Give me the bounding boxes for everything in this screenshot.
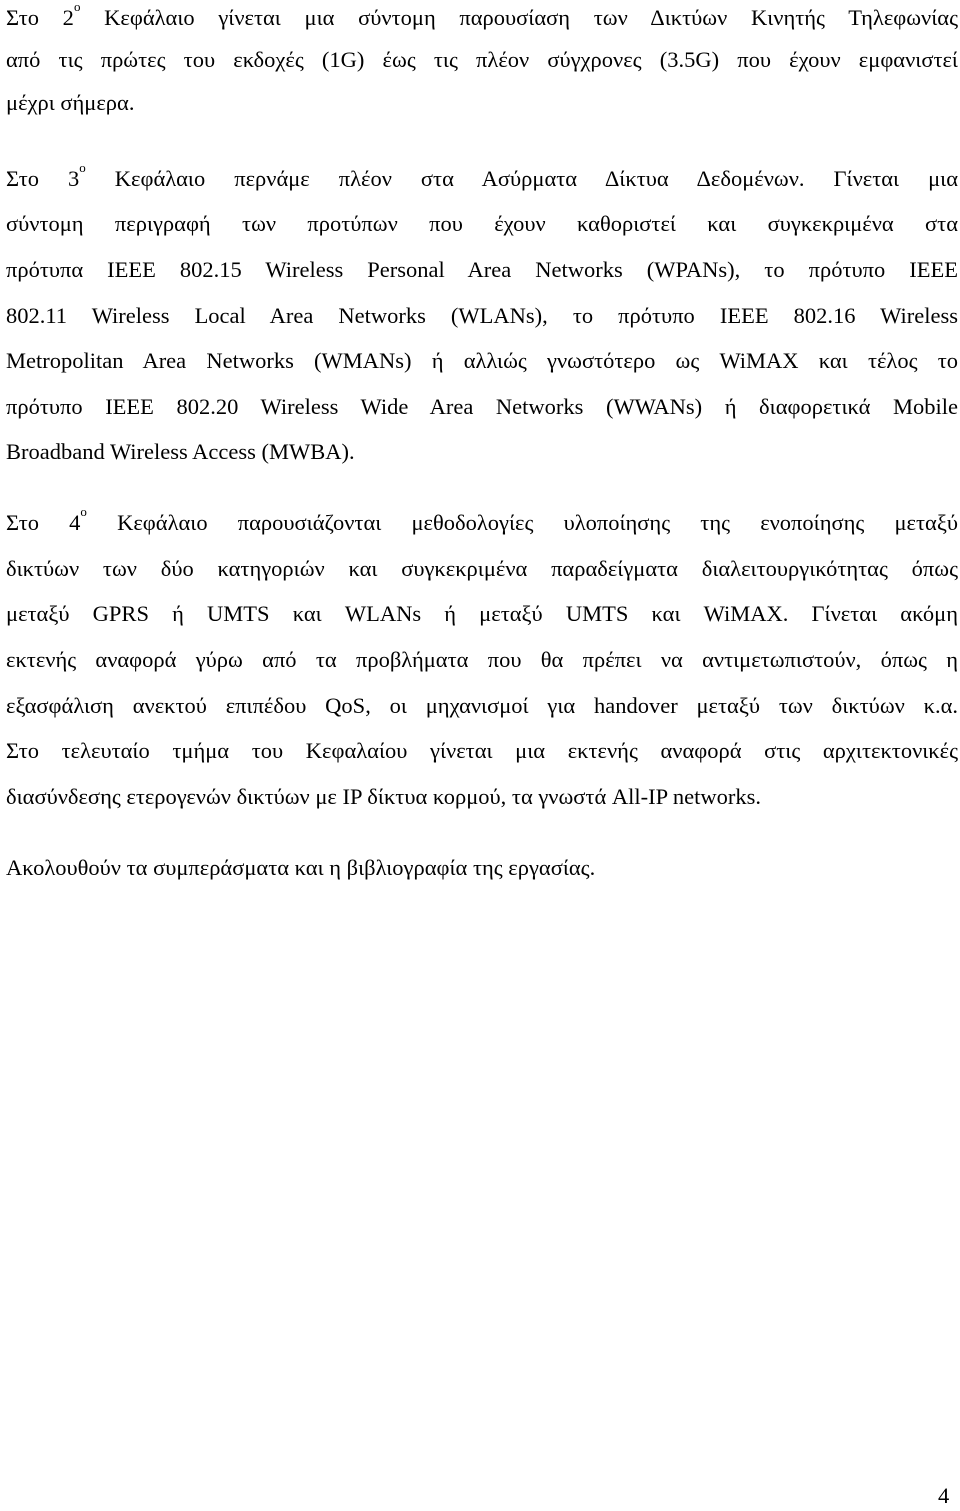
text-line: δικτύων των δύο κατηγοριών και συγκεκριμένα παραδείγματα διαλειτουργικότητας όπως	[6, 556, 958, 581]
text-fragment: Κεφάλαιο περνάμε πλέον στα Ασύρματα Δίκτυα Δεδομένων. Γίνεται μια	[85, 166, 958, 191]
text-fragment: Κεφάλαιο παρουσιάζονται μεθοδολογίες υλοποίησης της ενοποίησης μεταξύ	[86, 510, 958, 535]
superscript: ο	[79, 160, 86, 175]
text-fragment: Στο 3	[6, 166, 80, 191]
text-line: Στο τελευταίο τμήμα του Κεφαλαίου γίνεται μια εκτενής αναφορά στις αρχιτεκτονικές	[6, 738, 958, 763]
text-line: Metropolitan Area Networks (WMANs) ή αλλιώς γνωστότερο ως WiMAX και τέλος το	[6, 348, 958, 373]
text-line	[6, 504, 958, 538]
text-line: 802.11 Wireless Local Area Networks (WLANs), το πρότυπο IEEE 802.16 Wireless	[6, 303, 958, 328]
text-line: σύντομη περιγραφή των προτύπων που έχουν καθοριστεί και συγκεκριμένα στα	[6, 211, 958, 236]
superscript: ο	[73, 0, 81, 14]
text-line: πρότυπα IEEE 802.15 Wireless Personal Area Networks (WPANs), το πρότυπο IEEE	[6, 257, 958, 282]
text-line: μέχρι σήμερα.	[6, 90, 135, 115]
text-line: πρότυπο IEEE 802.20 Wireless Wide Area Networks (WWANs) ή διαφορετικά Mobile	[6, 394, 958, 419]
text-line: εκτενής αναφορά γύρω από τα προβλήματα που θα πρέπει να αντιμετωπιστούν, όπως η	[6, 647, 958, 672]
text-line: Ακολουθούν τα συμπεράσματα και η βιβλιογραφία της εργασίας.	[6, 855, 596, 880]
text-line	[6, 160, 958, 194]
text-line: Broadband Wireless Access (MWBA).	[6, 439, 355, 464]
text-fragment: Στο 4	[6, 510, 81, 535]
text-line: από τις πρώτες του εκδοχές (1G) έως τις πλέον σύγχρονες (3.5G) που έχουν εμφανιστεί	[6, 47, 958, 72]
text-line: μεταξύ GPRS ή UMTS και WLANs ή μεταξύ UMTS και WiMAX. Γίνεται ακόμη	[6, 601, 958, 626]
text-line: διασύνδεσης ετερογενών δικτύων με IP δίκτυα κορμού, τα γνωστά All-IP networks.	[6, 784, 762, 809]
text-line: εξασφάλιση ανεκτού επιπέδου QoS, οι μηχανισμοί για handover μεταξύ των δικτύων κ.α.	[6, 693, 958, 718]
superscript: ο	[80, 504, 87, 519]
page-number: 4	[938, 1483, 950, 1508]
text-fragment: Κεφάλαιο γίνεται μια σύντομη παρουσίαση των Δικτύων Κινητής Τηλεφωνίας	[80, 5, 958, 30]
text-line	[6, 0, 958, 33]
text-fragment: Στο 2	[6, 5, 74, 30]
